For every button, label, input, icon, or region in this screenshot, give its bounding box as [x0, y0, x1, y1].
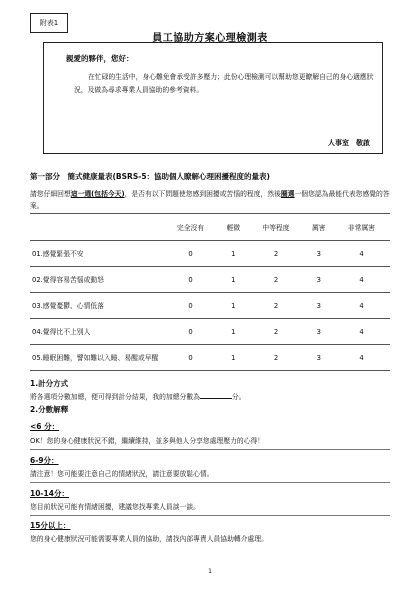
- level-range: <6 分：: [30, 422, 60, 431]
- score-option[interactable]: 1: [219, 345, 248, 371]
- header-severe: 厲害: [305, 214, 334, 241]
- score-option[interactable]: 1: [219, 267, 248, 293]
- level-range: 15分以上：: [30, 521, 71, 530]
- level-text: 您目前狀況可能有情緒困擾，建議您找專業人員談一談。: [30, 503, 200, 511]
- header-none: 完全沒有: [162, 214, 219, 241]
- score-option[interactable]: 3: [305, 267, 334, 293]
- header-empty: [30, 214, 162, 241]
- score-option[interactable]: 2: [248, 267, 305, 293]
- score-option[interactable]: 0: [162, 241, 219, 267]
- score-option[interactable]: 0: [162, 293, 219, 319]
- divider: [30, 449, 390, 450]
- appendix-label: 附表1: [30, 13, 68, 33]
- question-label: 01.感覺緊張不安: [30, 241, 162, 267]
- scoring-text-pre: 將各選項分數加總，便可得到計分結果，我的加總分數為: [30, 393, 200, 401]
- score-option[interactable]: 4: [333, 319, 390, 345]
- question-label: 05.睡眠困難，譬如難以入睡、易醒或早醒: [30, 345, 162, 371]
- score-option[interactable]: 1: [219, 319, 248, 345]
- interpretation-heading: 2.分數解釋: [30, 405, 69, 414]
- question-label: 04.覺得比不上別人: [30, 319, 162, 345]
- table-row: [30, 241, 390, 267]
- score-option[interactable]: 0: [162, 345, 219, 371]
- intro-emphasis-week: 這一週(包括今天): [70, 190, 125, 198]
- table-row: [30, 267, 390, 293]
- header-very-severe: 非常厲害: [333, 214, 390, 241]
- intro-mid: ，是否有以下問題使您感到困擾或苦惱的程度，然後: [124, 190, 281, 198]
- part1-intro: [30, 189, 390, 212]
- header-moderate: 中等程度: [248, 214, 305, 241]
- table-header-row: [30, 214, 390, 241]
- level-range: 6-9分：: [30, 456, 59, 465]
- letter-greeting: 親愛的夥伴，您好：: [66, 54, 134, 63]
- bsrs-scale-table: [30, 213, 390, 371]
- score-option[interactable]: 3: [305, 293, 334, 319]
- intro-pre: 請您仔細回想: [30, 190, 71, 198]
- part1-title: 第一部分 簡式健康量表(BSRS-5：協助個人瞭解心理困擾程度的量表): [30, 172, 270, 181]
- score-option[interactable]: 3: [305, 319, 334, 345]
- page-number: 1: [208, 568, 212, 575]
- page-title: 員工協助方案心理檢測表: [152, 33, 268, 44]
- score-option[interactable]: 4: [333, 345, 390, 371]
- score-option[interactable]: 4: [333, 293, 390, 319]
- header-mild: 輕微: [219, 214, 248, 241]
- score-option[interactable]: 0: [162, 319, 219, 345]
- score-option[interactable]: 1: [219, 293, 248, 319]
- divider: [30, 482, 390, 483]
- table-row: [30, 345, 390, 371]
- letter-signature: 人事室 敬啟: [328, 139, 370, 147]
- level-text: 請注意！您可能要注意自己的情緒狀況，請注意要放鬆心情。: [30, 470, 214, 478]
- score-option[interactable]: 2: [248, 345, 305, 371]
- scoring-text: [30, 391, 246, 401]
- total-score-blank[interactable]: [200, 391, 232, 399]
- score-option[interactable]: 3: [305, 345, 334, 371]
- table-row: [30, 319, 390, 345]
- score-option[interactable]: 4: [333, 241, 390, 267]
- table-row: [30, 293, 390, 319]
- letter-box: [43, 42, 383, 154]
- question-label: 03.感覺憂鬱、心情低落: [30, 293, 162, 319]
- question-label: 02.覺得容易苦惱或動怒: [30, 267, 162, 293]
- scoring-heading: 1.計分方式: [30, 379, 69, 388]
- scoring-text-post: 分。: [231, 393, 246, 401]
- score-option[interactable]: 2: [248, 319, 305, 345]
- level-range: 10-14分：: [30, 489, 69, 498]
- letter-body: 在忙碌的生活中，身心難免會承受許多壓力；此份心理檢測可以幫助您更瞭解自己的身心適應狀況，及做為尋求專業人員協助的參考資料。: [74, 73, 374, 94]
- intro-post: 一個您認為最能代表您感覺的答案。: [30, 190, 390, 210]
- intro-emphasis-circle: 圈選: [280, 190, 295, 198]
- score-option[interactable]: 2: [248, 293, 305, 319]
- divider: [30, 515, 390, 516]
- score-option[interactable]: 4: [333, 267, 390, 293]
- level-text: OK！您的身心健康狀況不錯，繼續維持，並多與他人分享您處理壓力的心得！: [30, 437, 265, 445]
- score-option[interactable]: 1: [219, 241, 248, 267]
- score-option[interactable]: 3: [305, 241, 334, 267]
- score-option[interactable]: 0: [162, 267, 219, 293]
- score-option[interactable]: 2: [248, 241, 305, 267]
- level-text: 您的身心健康狀況可能需要專業人員的協助，請找內部專責人員協助轉介處理。: [30, 535, 268, 543]
